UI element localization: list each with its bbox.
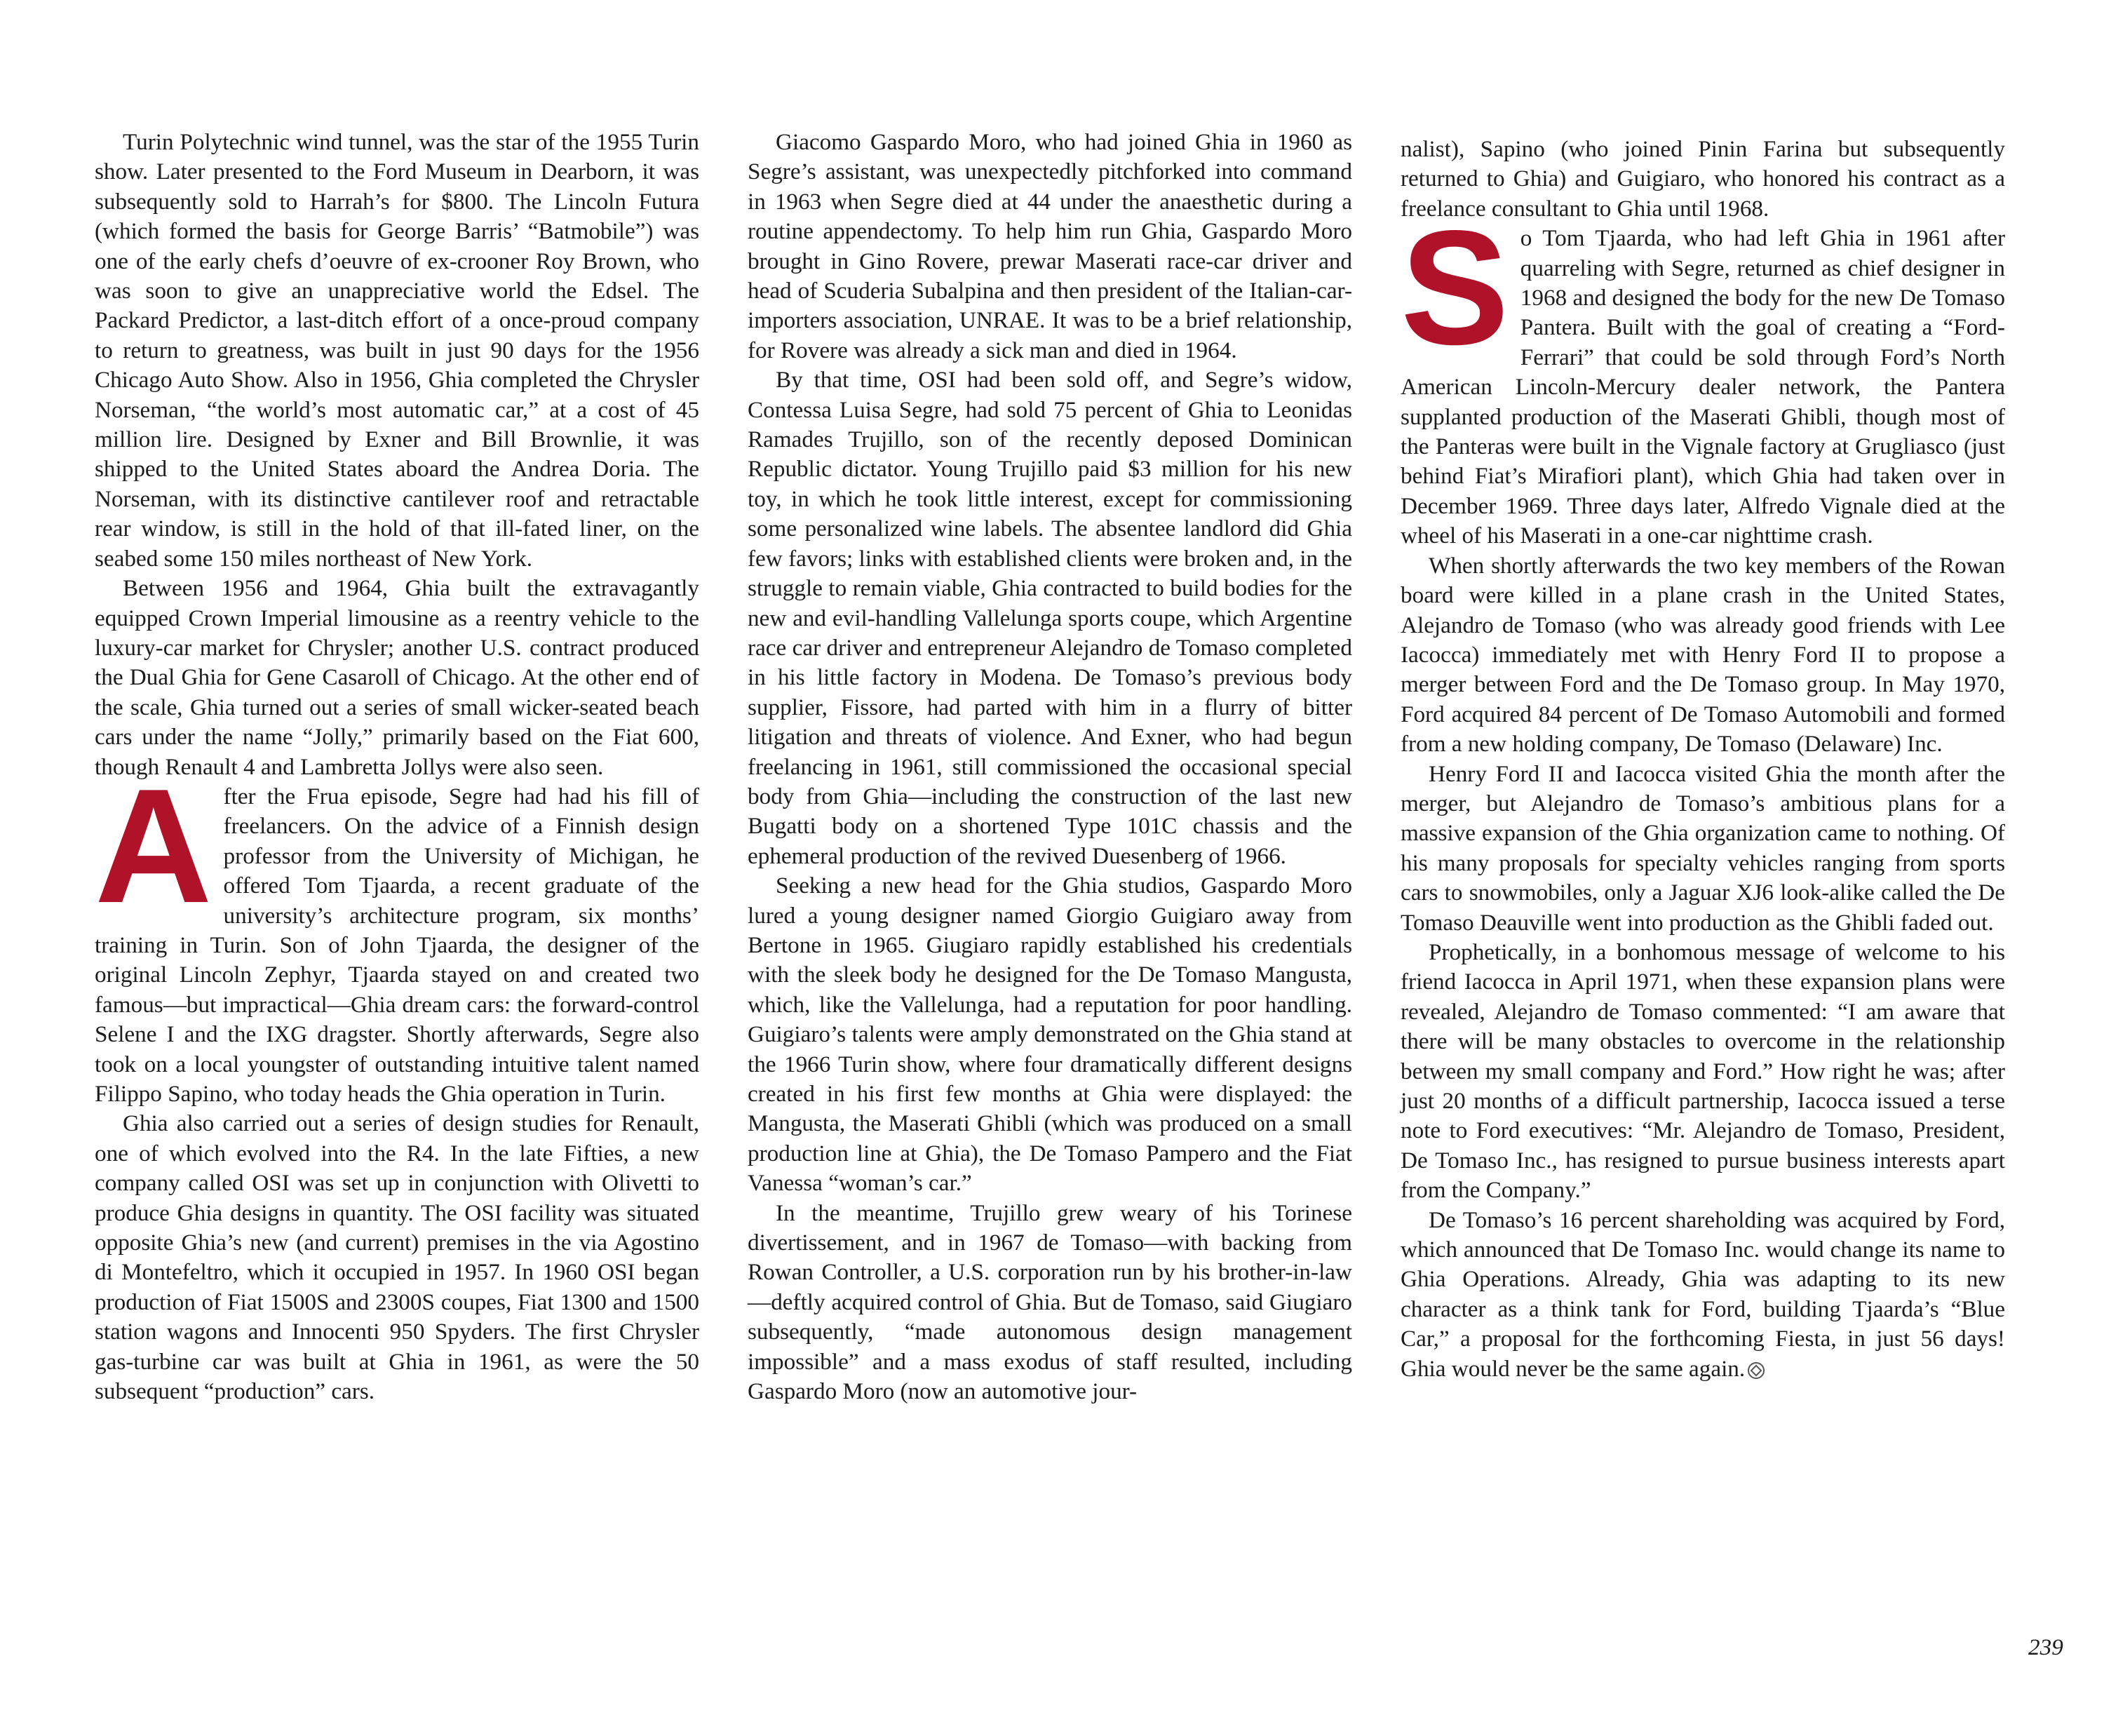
text-column-1 — [95, 128, 699, 1406]
end-of-article-icon — [1748, 1362, 1765, 1379]
paragraph: Seeking a new head for the Ghia studios, Gaspardo Moro lured a young designer named Giorgio Guigiaro away from Bertone in 1965. Giugiaro rapidly established his credentials with the sleek body he designed for the De Tomaso Mangusta, which, like the Vallelunga, had a reputation for poor handling. Guigiaro’s talents were amply demonstrated on the Ghia stand at the 1966 Turin show, where four dramatically different designs created in his first few months at Ghia were displayed: the Mangusta, the Maserati Ghibli (which was produced on a small production line at Ghia), the De Tomaso Pampero and the Fiat Vanessa “woman’s car.” — [748, 873, 1352, 1197]
paragraph: Prophetically, in a bonhomous message of welcome to his friend Iacocca in April 1971, when these expansion plans were revealed, Alejandro de Tomaso commented: “I am aware that there will be many obstacles to overcome in the relationship between my small company and Ford.” How right he was; after just 20 months of a difficult partnership, Iacocca issued a terse note to Ford executives: “Mr. Alejandro de Tomaso, President, De Tomaso Inc., has resigned to pursue business interests apart from the Company.” — [1401, 938, 2005, 1204]
paragraph-text: o Tom Tjaarda, who had left Ghia in 1961 after quarreling with Segre, returned as chief designer in 1968 and designed the body for the new De Tomaso Pantera. Built with the goal of creating a “Ford-Ferrari” that could be sold through Ford’s North American Lincoln-Mercury dealer network, the Pantera supplanted production of the Maserati Ghibli, though most of the Panteras were built in the Vignale factory at Grugliasco (just behind Fiat’s Mirafiori plant), which Ghia had taken over in December 1969. Three days later, Alfredo Vignale died at the wheel of his Maserati in a one-car nighttime crash. — [1401, 225, 2005, 549]
paragraph: When shortly afterwards the two key members of the Rowan board were killed in a plane crash in the United States, Alejandro de Tomaso (who was already good friends with Lee Iacocca) immediately met with Henry Ford II to propose a merger between Ford and the De Tomaso group. In May 1970, Ford acquired 84 percent of De Tomaso Automobili and formed from a new holding company, De Tomaso (Delaware) Inc. — [1401, 552, 2005, 758]
text-column-3 — [1401, 135, 2005, 1384]
paragraph-with-dropcap — [95, 755, 699, 1109]
paragraph-text: De Tomaso’s 16 percent shareholding was acquired by Ford, which announced that De Tomaso Inc. would change its name to Ghia Operations. Already, Ghia was adapting to its new character as a think tank for Ford, building Tjaarda’s “Blue Car,” a proposal for the forthcoming Fiesta, in just 56 days! Ghia would never be the same again. — [1401, 1206, 2005, 1382]
paragraph-text: fter the Frua episode, Segre had had his fill of freelancers. On the advice of a Finnish design professor from the University of Michigan, he offered Tom Tjaarda, a recent graduate of the university’s architecture program, six months’ training in Turin. Son of John Tjaarda, the designer of the original Lincoln Zephyr, Tjaarda stayed on and created two famous—but impractical—Ghia dream cars: the forward-control Selene I and the IXG dragster. Shortly afterwards, Segre also took on a local youngster of outstanding intuitive talent named Filippo Sapino, who today heads the Ghia operation in Turin. — [95, 783, 699, 1107]
paragraph — [1401, 1206, 2005, 1384]
dropcap-letter: A — [95, 755, 213, 937]
text-column-2 — [748, 128, 1352, 1406]
paragraph: By that time, OSI had been sold off, and Segre’s widow, Contessa Luisa Segre, had sold 75 percent of Ghia to Leonidas Ramades Trujillo, son of the recently deposed Dominican Republic dictator. Young Trujillo paid $3 million for his new toy, in which he took little interest, except for commissioning some personalized wine labels. The absentee landlord did Ghia few favors; links with established clients were broken and, in the struggle to remain viable, Ghia contracted to build bodies for the new and evil-handling Vallelunga sports coupe, which Argentine race car driver and entrepreneur Alejandro de Tomaso completed in his little factory in Modena. De Tomaso’s previous body supplier, Fissore, had parted with him in a flurry of bitter litigation and threats of violence. And Exner, who had begun freelancing in 1961, still commissioned the occasional special body from Ghia—including the construction of the last new Bugatti body on a shortened Type 101C chassis and the ephemeral production of the revived Duesenberg of 1966. — [748, 367, 1352, 869]
paragraph: nalist), Sapino (who joined Pinin Farina but subsequently returned to Ghia) and Guigiaro, who honored his contract as a freelance consultant to Ghia until 1968. — [1401, 136, 2005, 222]
dropcap-letter: S — [1401, 197, 1509, 379]
paragraph: Between 1956 and 1964, Ghia built the extravagantly equipped Crown Imperial limousine as a reentry vehicle to the luxury-car market for Chrysler; another U.S. contract produced the Dual Ghia for Gene Casaroll of Chicago. At the other end of the scale, Ghia turned out a series of small wicker-seated beach cars under the name “Jolly,” primarily based on the Fiat 600, though Renault 4 and Lambretta Jollys were also seen. — [95, 575, 699, 780]
paragraph: Henry Ford II and Iacocca visited Ghia the month after the merger, but Alejandro de Tomaso’s ambitious plans for a massive expansion of the Ghia organization came to nothing. Of his many proposals for specialty vehicles ranging from sports cars to snowmobiles, only a Jaguar XJ6 look-alike called the De Tomaso Deauville went into production as the Ghibli faded out. — [1401, 760, 2005, 936]
page-number: 239 — [2028, 1634, 2063, 1660]
paragraph: Turin Polytechnic wind tunnel, was the star of the 1955 Turin show. Later presented to the Ford Museum in Dearborn, it was subsequently sold to Harrah’s for $800. The Lincoln Futura (which formed the basis for George Barris’ “Batmobile”) was one of the early chefs d’oeuvre of ex-crooner Roy Brown, who was soon to give an unappreciative world the Edsel. The Packard Predictor, a last-ditch effort of a once-proud company to return to greatness, was built in just 90 days for the 1956 Chicago Auto Show. Also in 1956, Ghia completed the Chrysler Norseman, “the world’s most automatic car,” at a cost of 45 million lire. Designed by Exner and Bill Brownlie, it was shipped to the United States aboard the Andrea Doria. The Norseman, with its distinctive cantilever roof and retractable rear window, is still in the hold of that ill-fated liner, on the seabed some 150 miles northeast of New York. — [95, 129, 699, 572]
paragraph: Ghia also carried out a series of design studies for Renault, one of which evolved into the R4. In the late Fifties, a new company called OSI was set up in conjunction with Olivetti to produce Ghia designs in quantity. The OSI facility was situated opposite Ghia’s new (and current) premises in the via Agostino di Montefeltro, which it occupied in 1957. In 1960 OSI began production of Fiat 1500S and 2300S coupes, Fiat 1300 and 1500 station wagons and Innocenti 950 Spyders. The first Chrysler gas-turbine car was built at Ghia in 1961, as were the 50 subsequent “production” cars. — [95, 1110, 699, 1405]
paragraph: In the meantime, Trujillo grew weary of his Torinese divertissement, and in 1967 de Tomaso—with backing from Rowan Controller, a U.S. corporation run by his brother-in-law—deftly acquired control of Ghia. But de Tomaso, said Giugiaro subsequently, “made autonomous design management impossible” and a mass exodus of staff resulted, including Gaspardo Moro (now an automotive jour- — [748, 1199, 1352, 1405]
paragraph: Giacomo Gaspardo Moro, who had joined Ghia in 1960 as Segre’s assistant, was unexpectedly pitchforked into command in 1963 when Segre died at 44 under the anaesthetic during a routine appendectomy. To help him run Ghia, Gaspardo Moro brought in Gino Rovere, prewar Maserati race-car driver and head of Scuderia Subalpina and then president of the Italian-car-importers association, UNRAE. It was to be a brief relationship, for Rovere was already a sick man and died in 1964. — [748, 129, 1352, 363]
paragraph-with-dropcap — [1401, 197, 2005, 551]
